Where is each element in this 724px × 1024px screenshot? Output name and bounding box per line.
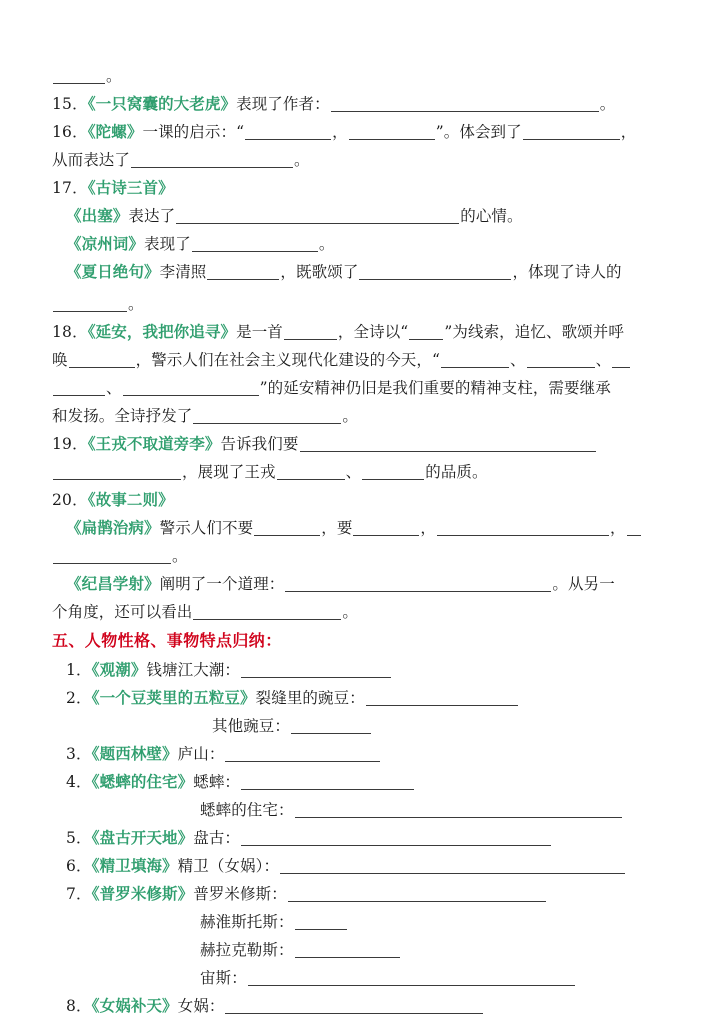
- section-five-entry-7-sub-3: [52, 964, 688, 992]
- blank-rule: [248, 971, 575, 986]
- question-16-line-1: [52, 118, 688, 146]
- entry-subject: 赫拉克勒斯：: [200, 941, 294, 959]
- question-19-text-a: 告诉我们要: [220, 435, 299, 453]
- entry-subject: 盘古：: [193, 829, 241, 847]
- question-16-line-2: [52, 146, 688, 174]
- entry-subject: 精卫（女娲）：: [177, 857, 280, 875]
- question-16-title: 《陀螺》: [87, 122, 143, 141]
- entry-subject: 蟋蟀的住宅：: [200, 801, 294, 819]
- blank-rule: [300, 437, 596, 452]
- blank-rule: [193, 409, 341, 424]
- question-18-line-1: [52, 318, 688, 346]
- question-17-sub-2-title: 《凉州词》: [66, 234, 145, 253]
- question-20-sub-1-line-2: [52, 542, 688, 570]
- blank-rule: [277, 465, 345, 480]
- question-20-sub-1-title: 《扁鹊治病》: [66, 518, 160, 537]
- question-19-number: 19．: [52, 435, 88, 453]
- question-18-text-g: 、: [106, 379, 122, 397]
- question-20-title: 《故事二则》: [87, 490, 174, 509]
- entry-title: 《盘古开天地》: [91, 828, 194, 847]
- blank-rule: [245, 125, 331, 140]
- section-five-entry-3: [52, 740, 688, 768]
- blank-rule: [612, 353, 630, 368]
- question-16-text-b: ，: [332, 123, 348, 141]
- blank-rule: [295, 943, 400, 958]
- blank-rule: [53, 549, 171, 564]
- question-17-sub-3-text-b: ，既歌颂了: [280, 263, 359, 281]
- blank-rule: [241, 831, 551, 846]
- question-20-sub-2-line-2: [52, 598, 688, 626]
- question-20-sub-2-text-a: 阐明了一个道理：: [159, 575, 285, 593]
- blank-rule: [295, 915, 347, 930]
- blank-rule: [225, 747, 380, 762]
- entry-subject: 赫淮斯托斯：: [200, 913, 294, 931]
- question-19-line-2: [52, 458, 688, 486]
- question-16-end: 。: [294, 151, 310, 169]
- question-20-sub-1-text-d: ，: [610, 519, 626, 537]
- entry-title: 《蟋蟀的住宅》: [91, 772, 194, 791]
- entry-subject: 钱塘江大潮：: [146, 661, 241, 679]
- blank-rule: [359, 265, 511, 280]
- question-20-sub-2-text-b-tail: 个角度，还可以看出: [52, 603, 193, 621]
- question-19-text-c: 、: [345, 463, 362, 481]
- entry-number: 7．: [66, 885, 92, 903]
- blank-rule: [280, 859, 625, 874]
- blank-rule: [176, 209, 459, 224]
- question-17-title: 《古诗三首》: [87, 178, 174, 197]
- blank-rule: [353, 521, 419, 536]
- question-18-text-f: 、: [595, 351, 612, 369]
- question-19-title: 《王戎不取道旁李》: [87, 434, 221, 453]
- section-five-entry-4: [52, 768, 688, 796]
- question-16-text-d: ，: [620, 123, 637, 141]
- blank-rule: [362, 465, 424, 480]
- question-17-sub-1: [52, 202, 688, 230]
- blank-rule: [53, 381, 105, 396]
- question-18-text-c-tail: 唤: [52, 351, 68, 369]
- blank-rule: [627, 521, 641, 536]
- blank-rule: [284, 325, 337, 340]
- question-17-sub-3-text-a: 李清照: [159, 263, 207, 281]
- blank-rule: [523, 125, 620, 140]
- blank-rule: [225, 999, 483, 1014]
- entry-number: 8．: [66, 997, 92, 1015]
- question-15: [52, 90, 688, 118]
- section-five-entry-4-sub-1: [52, 796, 688, 824]
- question-16-text-a: 一课的启示：“: [142, 123, 245, 141]
- question-18-number: 18．: [52, 323, 88, 341]
- entry-subject: 庐山：: [177, 745, 225, 763]
- blank-rule: [441, 353, 509, 368]
- section-five-entry-6: [52, 852, 688, 880]
- question-18-title: 《延安，我把你追寻》: [87, 322, 237, 341]
- entry-subject: 宙斯：: [200, 969, 247, 987]
- question-18-text-h-head: ”的延安精神仍旧是我们重要的精神支柱，需要继承: [259, 379, 611, 397]
- blank-rule: [366, 691, 518, 706]
- question-16-text-c: ”。体会到了: [435, 123, 522, 141]
- section-five-entry-8: [52, 992, 688, 1020]
- entry-number: 4．: [66, 773, 92, 791]
- question-15-text-a: 表现了作者：: [236, 95, 330, 113]
- question-20-sub-1-end: 。: [172, 547, 188, 565]
- section-five-entry-7-sub-2: [52, 936, 688, 964]
- entry-number: 1．: [66, 661, 92, 679]
- section-five-entry-2: [52, 684, 688, 712]
- question-20-sub-1-text-a: 警示人们不要: [159, 519, 254, 537]
- blank-rule: [288, 887, 546, 902]
- carryover-period: 。: [106, 67, 122, 85]
- entry-title: 《女娲补天》: [91, 996, 178, 1015]
- blank-rule: [123, 381, 259, 396]
- blank-rule: [241, 663, 391, 678]
- entry-subject: 普罗米修斯：: [193, 885, 287, 903]
- blank-rule: [437, 521, 609, 536]
- question-17-number: 17．: [52, 179, 88, 197]
- question-20-sub-1-text-c: ，: [420, 519, 437, 537]
- carryover-line: [52, 62, 688, 90]
- entry-title: 《观潮》: [91, 660, 147, 679]
- question-20-sub-2-title: 《纪昌学射》: [66, 574, 160, 593]
- blank-rule: [207, 265, 279, 280]
- question-18-end: 。: [342, 407, 359, 425]
- question-16-number: 16．: [52, 123, 88, 141]
- question-18-text-c-head: ”为线索，追忆、歌颂并呼: [444, 323, 624, 341]
- section-five-entry-7-sub-1: [52, 908, 688, 936]
- blank-rule: [527, 353, 595, 368]
- blank-rule: [291, 719, 371, 734]
- question-17-sub-2-text-a: 表现了: [144, 235, 191, 253]
- question-17-sub-3-text-c: ，体现了诗人的: [512, 263, 622, 281]
- question-17-sub-1-title: 《出塞》: [66, 206, 129, 225]
- question-17-sub-3-line-1: [52, 258, 688, 286]
- question-17-sub-3-title: 《夏日绝句》: [66, 262, 160, 281]
- question-18-line-2: [52, 346, 688, 374]
- section-five-entry-2-sub-1: [52, 712, 688, 740]
- blank-rule: [193, 605, 341, 620]
- blank-rule: [285, 577, 551, 592]
- question-18-text-e: 、: [510, 351, 526, 369]
- entry-number: 2．: [66, 689, 92, 707]
- question-17-sub-3-line-2: [52, 286, 688, 318]
- question-19-line-1: [52, 430, 688, 458]
- entry-subject: 其他豌豆：: [212, 717, 291, 735]
- blank-rule: [295, 803, 622, 818]
- blank-rule: [331, 97, 599, 112]
- entry-title: 《精卫填海》: [91, 856, 178, 875]
- entry-number: 5．: [66, 829, 92, 847]
- entry-subject: 女娲：: [177, 997, 225, 1015]
- blank-rule: [53, 69, 105, 84]
- blank-rule: [409, 325, 443, 340]
- blank-rule: [254, 521, 320, 536]
- question-17-sub-1-text-a: 表达了: [128, 207, 176, 225]
- blank-rule: [69, 353, 135, 368]
- question-18-text-h-tail: 和发扬。全诗抒发了: [52, 407, 193, 425]
- section-five-entry-1: [52, 656, 688, 684]
- section-five-heading: 五、人物性格、事物特点归纳：: [52, 631, 282, 650]
- entry-title: 《题西林壁》: [91, 744, 178, 763]
- question-20-heading: [52, 486, 688, 514]
- section-five-entry-5: [52, 824, 688, 852]
- question-17-sub-3-end: 。: [128, 295, 144, 313]
- entry-subject: 裂缝里的豌豆：: [255, 689, 365, 707]
- entry-title: 《一个豆荚里的五粒豆》: [91, 688, 256, 707]
- entry-subject: 蟋蟀：: [193, 773, 241, 791]
- question-18-text-d: ，警示人们在社会主义现代化建设的今天，“: [135, 351, 441, 369]
- question-20-number: 20．: [52, 491, 88, 509]
- question-15-number: 15．: [52, 95, 88, 113]
- question-20-sub-2-end: 。: [342, 603, 359, 621]
- blank-rule: [131, 153, 293, 168]
- question-18-text-b: ，全诗以“: [337, 323, 409, 341]
- question-17-heading: [52, 174, 688, 202]
- blank-rule: [192, 237, 318, 252]
- question-19-text-d: 的品质。: [425, 463, 488, 481]
- entry-number: 3．: [66, 745, 92, 763]
- question-15-title: 《一只窝囊的大老虎》: [87, 94, 237, 113]
- question-17-sub-2: [52, 230, 688, 258]
- entry-number: 6．: [66, 857, 92, 875]
- question-15-end: 。: [599, 95, 616, 113]
- question-20-sub-2-text-b-head: 。从另一: [552, 575, 615, 593]
- question-17-sub-1-text-b: 的心情。: [460, 207, 523, 225]
- blank-rule: [241, 775, 414, 790]
- blank-rule: [349, 125, 435, 140]
- section-five-entry-7: [52, 880, 688, 908]
- question-20-sub-2-line-1: [52, 570, 688, 598]
- question-16-text-e: 从而表达了: [52, 151, 131, 169]
- question-18-line-3: [52, 374, 688, 402]
- question-17-sub-2-end: 。: [318, 235, 335, 253]
- question-18-line-4: [52, 402, 688, 430]
- question-19-text-b: ，展现了王戎: [182, 463, 276, 481]
- blank-rule: [53, 465, 181, 480]
- question-20-sub-1-text-b: ，要: [321, 519, 353, 537]
- question-20-sub-1-line-1: [52, 514, 688, 542]
- question-18-text-a: 是一首: [236, 323, 283, 341]
- blank-rule: [53, 297, 127, 312]
- entry-title: 《普罗米修斯》: [91, 884, 194, 903]
